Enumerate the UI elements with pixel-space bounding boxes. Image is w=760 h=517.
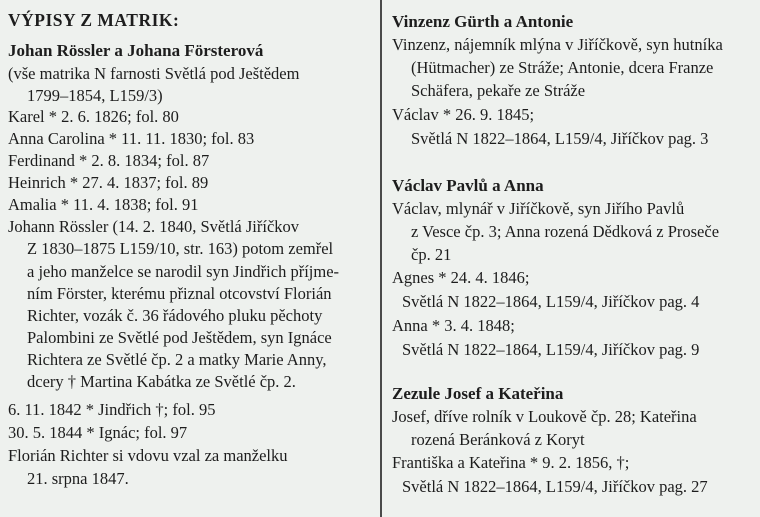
paragraph-line: Vinzenz, nájemník mlýna v Jiříčkově, syn hutníka — [392, 35, 723, 54]
record-line: 6. 11. 1842 * Jindřich †; fol. 95 — [8, 400, 216, 419]
section-heading-rossler: Johan Rössler a Johana Försterová — [8, 41, 264, 60]
page-title: VÝPISY Z MATRIK: — [8, 10, 180, 30]
paragraph-line: Václav, mlynář v Jiříčkově, syn Jiřího Pavlů — [392, 199, 685, 218]
record-line: Františka a Kateřina * 9. 2. 1856, †; — [392, 453, 630, 472]
paragraph-line: z Vesce čp. 3; Anna rozená Dědková z Proseče — [411, 222, 720, 241]
paragraph-line: Richter, vozák č. 36 řádového pluku pěchoty — [27, 306, 323, 325]
record-source-line: Světlá N 1822–1864, L159/4, Jiříčkov pag. 9 — [402, 340, 700, 359]
section-heading-gurth: Vinzenz Gürth a Antonie — [392, 12, 574, 31]
paragraph-line: ním Förster, kterému přiznal otcovství Florián — [27, 284, 332, 303]
record-source-line: Světlá N 1822–1864, L159/4, Jiříčkov pag. 3 — [411, 129, 709, 148]
record-line: 30. 5. 1844 * Ignác; fol. 97 — [8, 423, 188, 442]
paragraph-line: 21. srpna 1847. — [27, 469, 129, 488]
column-divider — [380, 0, 382, 517]
record-line: Václav * 26. 9. 1845; — [392, 105, 535, 124]
record-line: Anna Carolina * 11. 11. 1830; fol. 83 — [8, 129, 255, 148]
paragraph-line: a jeho manželce se narodil syn Jindřich příjme- — [27, 262, 340, 281]
record-line: Agnes * 24. 4. 1846; — [392, 268, 530, 287]
paragraph-line: čp. 21 — [411, 245, 452, 264]
paragraph-line: rozená Beránková z Koryt — [411, 430, 585, 449]
record-line: Karel * 2. 6. 1826; fol. 80 — [8, 107, 179, 126]
paragraph-line: Johann Rössler (14. 2. 1840, Světlá Jiříčkov — [8, 217, 300, 236]
paragraph-line: (Hütmacher) ze Stráže; Antonie, dcera Franze — [411, 58, 714, 77]
section-heading-pavlu: Václav Pavlů a Anna — [392, 176, 544, 195]
record-source-line: Světlá N 1822–1864, L159/4, Jiříčkov pag. 27 — [402, 477, 708, 496]
paragraph-line: Josef, dříve rolník v Loukově čp. 28; Kateřina — [392, 407, 697, 426]
record-source-line: Světlá N 1822–1864, L159/4, Jiříčkov pag. 4 — [402, 292, 700, 311]
record-line: Anna * 3. 4. 1848; — [392, 316, 515, 335]
record-line: Amalia * 11. 4. 1838; fol. 91 — [8, 195, 199, 214]
source-note-line: (vše matrika N farnosti Světlá pod Ještědem — [8, 64, 300, 83]
section-heading-zezule: Zezule Josef a Kateřina — [392, 384, 564, 403]
paragraph-line: Schäfera, pekaře ze Stráže — [411, 81, 586, 100]
paragraph-line: Z 1830–1875 L159/10, str. 163) potom zemřel — [27, 239, 334, 258]
paragraph-line: Richtera ze Světlé čp. 2 a matky Marie Anny, — [27, 350, 327, 369]
paragraph-line: dcery † Martina Kabátka ze Světlé čp. 2. — [27, 372, 296, 391]
record-line: Ferdinand * 2. 8. 1834; fol. 87 — [8, 151, 210, 170]
paragraph-line: Palombini ze Světlé pod Ještědem, syn Ignáce — [27, 328, 332, 347]
paragraph-line: Florián Richter si vdovu vzal za manželku — [8, 446, 288, 465]
source-note-line: 1799–1854, L159/3) — [27, 86, 163, 105]
record-line: Heinrich * 27. 4. 1837; fol. 89 — [8, 173, 209, 192]
